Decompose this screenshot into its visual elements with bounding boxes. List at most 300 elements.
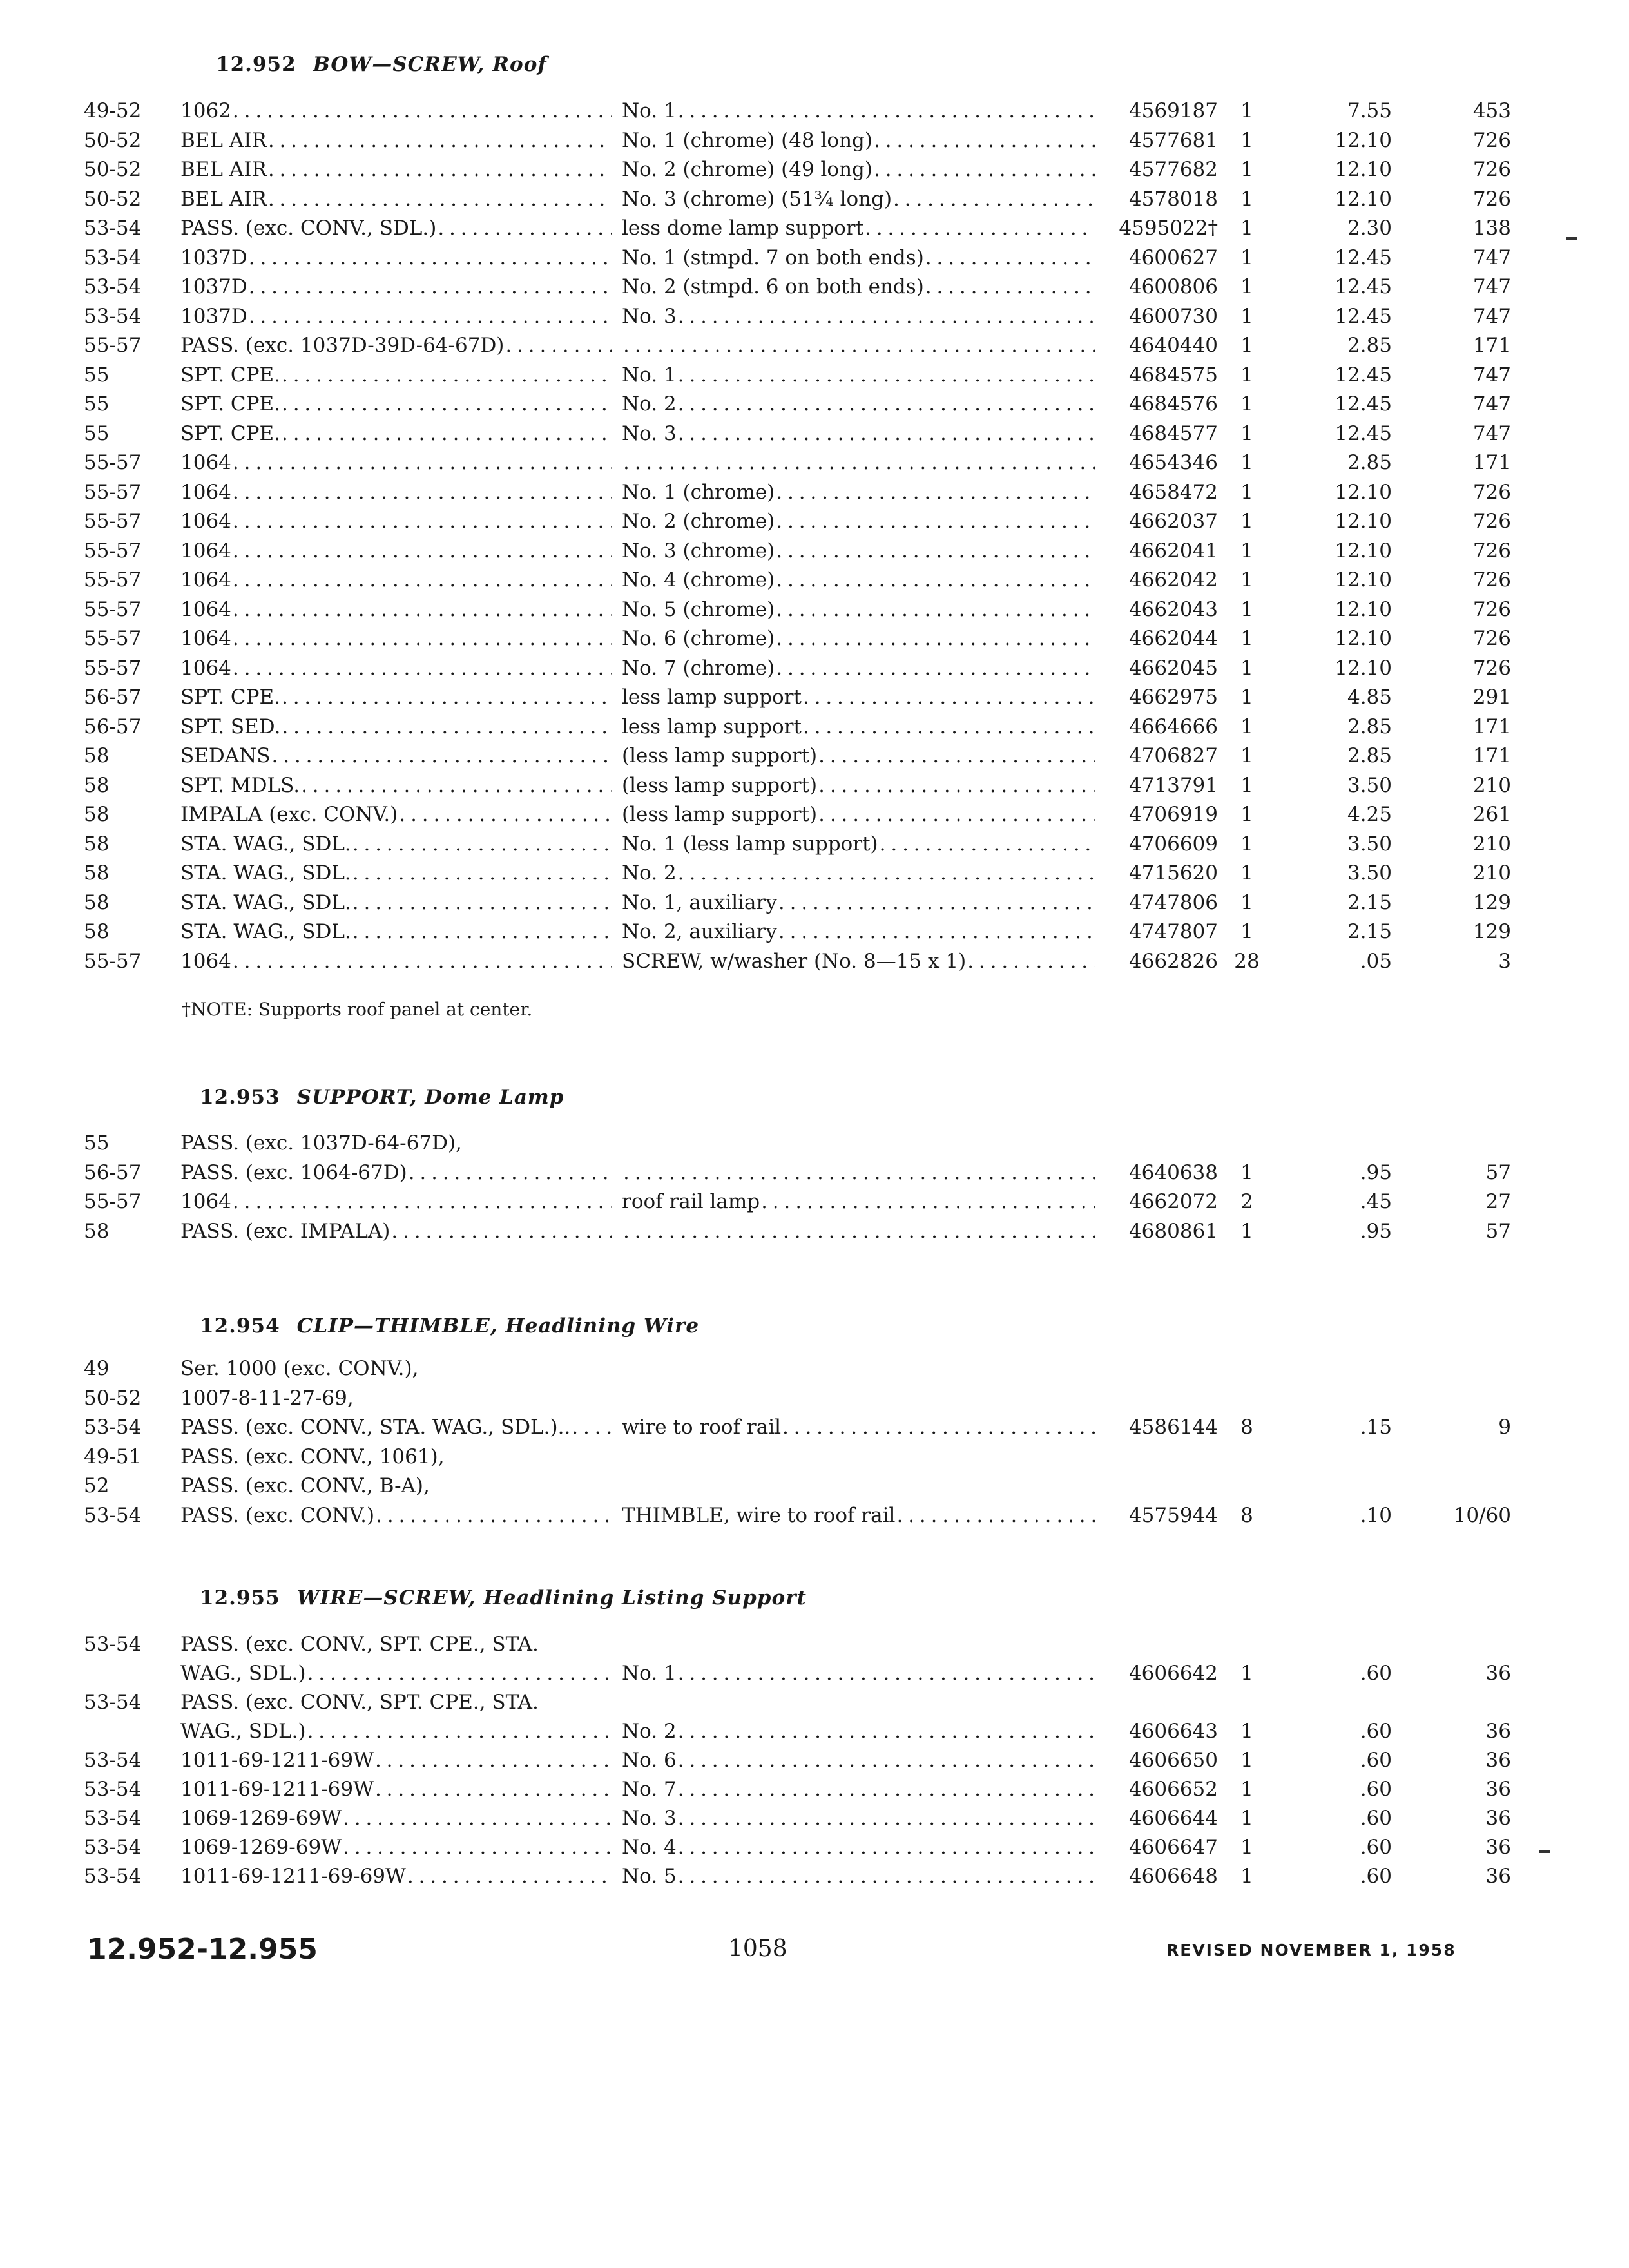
quantity-cell: 1	[1240, 1836, 1253, 1859]
description-cell: No. 1 (chrome) (48 long)	[622, 129, 872, 152]
model-cell: WAG., SDL.)	[180, 1720, 306, 1743]
dot-leader	[301, 771, 612, 800]
part-number-cell: 4706827	[1128, 744, 1218, 767]
model-cell: 1007-8-11-27-69,	[180, 1387, 354, 1410]
year-cell: 56-57	[84, 1161, 142, 1184]
part-number-cell: 4684575	[1128, 363, 1218, 387]
dot-leader	[233, 97, 612, 125]
quantity-cell	[1221, 1630, 1273, 1658]
weight-cell: 291	[1472, 686, 1511, 709]
weight-cell: 210	[1472, 774, 1511, 797]
year-cell: 49-52	[84, 99, 142, 122]
description-cell: No. 2, auxiliary	[622, 920, 777, 943]
quantity-cell: 1	[1240, 539, 1253, 562]
part-number-cell: 4600730	[1128, 305, 1218, 328]
model-cell: 1069-1269-69W	[180, 1836, 342, 1859]
description-cell: No. 3 (chrome) (51¾ long)	[622, 187, 892, 211]
model-cell: 1064	[180, 481, 231, 504]
model-cell: 1064	[180, 627, 231, 650]
model-cell: PASS. (exc. CONV., STA. WAG., SDL.)..	[180, 1416, 571, 1439]
year-cell: 53-54	[84, 1865, 142, 1888]
dot-leader	[268, 185, 612, 213]
dot-leader	[782, 1413, 1095, 1441]
part-number-cell: 4715620	[1128, 861, 1218, 885]
price-cell: 12.10	[1335, 158, 1392, 181]
model-cell: STA. WAG., SDL.	[180, 891, 351, 914]
table-row	[0, 624, 1629, 653]
dot-leader	[233, 654, 612, 682]
weight-cell	[1402, 1443, 1511, 1471]
part-number-cell	[1095, 1354, 1218, 1383]
price-cell: 12.45	[1335, 275, 1392, 298]
part-number-cell: 4569187	[1128, 99, 1218, 122]
year-cell: 53-54	[84, 1416, 142, 1439]
part-number-cell: 4606650	[1128, 1749, 1218, 1772]
description-cell: (less lamp support)	[622, 803, 818, 826]
model-cell: 1064	[180, 950, 231, 973]
price-cell	[1276, 1630, 1392, 1658]
dot-leader	[623, 448, 1095, 477]
description-cell: No. 1 (stmpd. 7 on both ends)	[622, 246, 924, 269]
table-row	[0, 1384, 1629, 1412]
quantity-cell: 1	[1240, 246, 1253, 269]
dot-leader	[803, 713, 1095, 741]
year-cell: 50-52	[84, 1387, 142, 1410]
section-heading	[200, 1586, 807, 1610]
part-number-cell: 4662044	[1128, 627, 1218, 650]
part-number-cell: 4654346	[1128, 451, 1218, 474]
dot-leader	[925, 244, 1095, 272]
part-number-cell	[1095, 1129, 1218, 1157]
dot-leader	[776, 507, 1095, 535]
quantity-cell: 1	[1240, 1220, 1253, 1243]
price-cell: .45	[1360, 1190, 1392, 1213]
weight-cell: 726	[1472, 158, 1511, 181]
weight-cell: 747	[1472, 363, 1511, 387]
quantity-cell: 1	[1240, 861, 1253, 885]
model-cell: 1064	[180, 451, 231, 474]
price-cell: 12.45	[1335, 305, 1392, 328]
part-number-cell	[1095, 1472, 1218, 1500]
dot-leader	[352, 889, 612, 917]
part-number-cell: 4706609	[1128, 832, 1218, 856]
description-cell: less lamp support	[622, 715, 802, 738]
model-cell: 1064	[180, 657, 231, 680]
quantity-cell: 1	[1240, 627, 1253, 650]
model-cell: PASS. (exc. CONV., SDL.)	[180, 216, 437, 240]
table-row	[0, 1746, 1629, 1774]
part-number-cell: 4606642	[1128, 1662, 1218, 1685]
year-cell: 58	[84, 1220, 110, 1243]
dot-leader	[678, 97, 1095, 125]
weight-cell: 36	[1485, 1865, 1511, 1888]
table-row	[0, 1688, 1629, 1716]
model-cell: SEDANS	[180, 744, 271, 767]
weight-cell	[1402, 1354, 1511, 1383]
part-number-cell: 4662043	[1128, 598, 1218, 621]
dot-leader	[678, 1862, 1095, 1890]
dot-leader	[776, 478, 1095, 506]
part-number-cell: 4664666	[1128, 715, 1218, 738]
weight-cell: 138	[1472, 216, 1511, 240]
price-cell: .60	[1360, 1720, 1392, 1743]
model-cell: PASS. (exc. 1037D-39D-64-67D)	[180, 334, 505, 357]
dot-leader	[874, 126, 1095, 155]
description-cell: No. 1	[622, 363, 677, 387]
table-row	[0, 654, 1629, 682]
year-cell: 55-57	[84, 950, 142, 973]
description-cell: (less lamp support)	[622, 774, 818, 797]
year-cell: 52	[84, 1474, 110, 1497]
quantity-cell	[1221, 1129, 1273, 1157]
quantity-cell: 1	[1240, 158, 1253, 181]
dot-leader	[865, 214, 1095, 242]
dot-leader	[233, 595, 612, 624]
dot-leader	[233, 478, 612, 506]
price-cell: 3.50	[1347, 861, 1392, 885]
price-cell: 2.85	[1347, 744, 1392, 767]
part-number-cell: 4662072	[1128, 1190, 1218, 1213]
year-cell: 53-54	[84, 1836, 142, 1859]
price-cell: .60	[1360, 1778, 1392, 1801]
table-row	[0, 244, 1629, 272]
price-cell: 12.10	[1335, 510, 1392, 533]
model-cell: 1011-69-1211-69W	[180, 1778, 374, 1801]
part-number-cell: 4662041	[1128, 539, 1218, 562]
year-cell: 53-54	[84, 305, 142, 328]
dot-leader	[896, 1501, 1095, 1530]
quantity-cell	[1221, 1384, 1273, 1412]
footer-page-number: 1058	[728, 1936, 787, 1962]
weight-cell	[1402, 1129, 1511, 1157]
description-cell: No. 2	[622, 1720, 677, 1743]
quantity-cell: 1	[1240, 803, 1253, 826]
dot-leader	[893, 185, 1095, 213]
year-cell: 50-52	[84, 158, 142, 181]
dot-leader	[967, 947, 1095, 975]
model-cell: 1037D	[180, 275, 247, 298]
part-number-cell: 4600627	[1128, 246, 1218, 269]
section-number: 12.952	[216, 53, 296, 76]
dot-leader	[282, 390, 612, 418]
dot-leader	[343, 1833, 612, 1861]
quantity-cell: 1	[1240, 422, 1253, 445]
year-cell	[84, 1717, 180, 1745]
model-cell: 1064	[180, 1190, 231, 1213]
description-cell: No. 2 (chrome)	[622, 510, 775, 533]
section-title: BOW—SCREW, Roof	[313, 53, 547, 76]
price-cell	[1276, 1472, 1392, 1500]
part-number-cell: 4577682	[1128, 158, 1218, 181]
quantity-cell: 1	[1240, 1749, 1253, 1772]
dot-leader	[818, 800, 1095, 829]
weight-cell: 726	[1472, 657, 1511, 680]
price-cell: 2.85	[1347, 334, 1392, 357]
section-heading	[200, 1086, 564, 1109]
model-cell: 1011-69-1211-69W	[180, 1749, 374, 1772]
table-row	[0, 214, 1629, 242]
dot-leader	[778, 918, 1095, 946]
quantity-cell	[1221, 1472, 1273, 1500]
model-cell: BEL AIR	[180, 187, 267, 211]
dot-leader	[761, 1187, 1095, 1216]
dot-leader	[343, 1804, 612, 1832]
price-cell: 12.10	[1335, 627, 1392, 650]
price-cell: .10	[1360, 1504, 1392, 1527]
year-cell: 53-54	[84, 1778, 142, 1801]
price-cell: .60	[1360, 1807, 1392, 1830]
quantity-cell: 1	[1240, 1778, 1253, 1801]
model-cell: 1037D	[180, 246, 247, 269]
part-number-cell: 4606648	[1128, 1865, 1218, 1888]
footer-section-range: 12.952-12.955	[87, 1933, 318, 1966]
section-title: WIRE—SCREW, Headlining Listing Support	[296, 1586, 807, 1610]
weight-cell: 36	[1485, 1836, 1511, 1859]
table-row	[0, 537, 1629, 565]
dot-leader	[282, 419, 612, 448]
dot-leader	[307, 1717, 612, 1745]
section-note: †NOTE: Supports roof panel at center.	[182, 999, 533, 1020]
table-row	[0, 1354, 1629, 1383]
weight-cell: 747	[1472, 422, 1511, 445]
year-cell: 53-54	[84, 275, 142, 298]
dot-leader	[409, 1158, 612, 1187]
quantity-cell: 1	[1240, 187, 1253, 211]
dot-leader	[925, 273, 1095, 301]
quantity-cell: 1	[1240, 1161, 1253, 1184]
description-cell: No. 7 (chrome)	[622, 657, 775, 680]
price-cell: .95	[1360, 1220, 1392, 1243]
weight-cell: 210	[1472, 861, 1511, 885]
price-cell	[1276, 1354, 1392, 1383]
quantity-cell: 1	[1240, 451, 1253, 474]
quantity-cell: 1	[1240, 568, 1253, 591]
description-cell: No. 2	[622, 392, 677, 416]
margin-mark	[1539, 1850, 1550, 1853]
table-row	[0, 1804, 1629, 1832]
weight-cell: 747	[1472, 392, 1511, 416]
table-row	[0, 1775, 1629, 1803]
dot-leader	[282, 683, 612, 711]
part-number-cell: 4662975	[1128, 686, 1218, 709]
description-cell: less dome lamp support	[622, 216, 864, 240]
table-row	[0, 126, 1629, 155]
dot-leader	[778, 889, 1095, 917]
part-number-cell: 4606647	[1128, 1836, 1218, 1859]
weight-cell: 747	[1472, 305, 1511, 328]
price-cell: 12.45	[1335, 392, 1392, 416]
model-cell: SPT. CPE.	[180, 392, 280, 416]
part-number-cell: 4680861	[1128, 1220, 1218, 1243]
part-number-cell: 4706919	[1128, 803, 1218, 826]
dot-leader	[505, 331, 612, 360]
year-cell: 58	[84, 832, 110, 856]
part-number-cell	[1095, 1384, 1218, 1412]
model-cell: STA. WAG., SDL.	[180, 832, 351, 856]
table-row	[0, 1659, 1629, 1687]
part-number-cell: 4747806	[1128, 891, 1218, 914]
description-cell: No. 5 (chrome)	[622, 598, 775, 621]
quantity-cell: 1	[1240, 715, 1253, 738]
description-cell: less lamp support	[622, 686, 802, 709]
description-cell: No. 1	[622, 1662, 677, 1685]
dot-leader	[352, 830, 612, 858]
model-cell: PASS. (exc. CONV., B-A),	[180, 1474, 430, 1497]
year-cell: 56-57	[84, 715, 142, 738]
dot-leader	[249, 302, 612, 331]
dot-leader	[678, 1717, 1095, 1745]
quantity-cell: 1	[1240, 99, 1253, 122]
year-cell: 55-57	[84, 334, 142, 357]
weight-cell: 36	[1485, 1662, 1511, 1685]
description-cell: No. 3	[622, 305, 677, 328]
part-number-cell: 4606644	[1128, 1807, 1218, 1830]
year-cell: 55-57	[84, 481, 142, 504]
quantity-cell: 1	[1240, 510, 1253, 533]
part-number-cell	[1095, 1630, 1218, 1658]
description-cell: No. 7	[622, 1778, 677, 1801]
dot-leader	[776, 654, 1095, 682]
quantity-cell: 1	[1240, 832, 1253, 856]
price-cell	[1276, 1443, 1392, 1471]
table-row	[0, 1717, 1629, 1745]
dot-leader	[818, 742, 1095, 770]
table-row	[0, 1158, 1629, 1187]
part-number-cell: 4747807	[1128, 920, 1218, 943]
quantity-cell: 1	[1240, 129, 1253, 152]
model-cell: 1011-69-1211-69-69W	[180, 1865, 406, 1888]
weight-cell: 57	[1485, 1220, 1511, 1243]
model-cell: WAG., SDL.)	[180, 1662, 306, 1685]
part-number-cell: 4713791	[1128, 774, 1218, 797]
model-cell: 1062	[180, 99, 231, 122]
quantity-cell: 1	[1240, 275, 1253, 298]
table-row	[0, 800, 1629, 829]
quantity-cell: 1	[1240, 774, 1253, 797]
quantity-cell: 1	[1240, 598, 1253, 621]
dot-leader	[678, 419, 1095, 448]
quantity-cell: 1	[1240, 305, 1253, 328]
model-cell: BEL AIR	[180, 158, 267, 181]
price-cell: 2.15	[1347, 891, 1392, 914]
year-cell: 55-57	[84, 568, 142, 591]
description-cell: SCREW, w/washer (No. 8—15 x 1)	[622, 950, 967, 973]
year-cell: 53-54	[84, 246, 142, 269]
year-cell: 53-54	[84, 1749, 142, 1772]
table-row	[0, 507, 1629, 535]
quantity-cell: 1	[1240, 1720, 1253, 1743]
table-row	[0, 1187, 1629, 1216]
price-cell: .15	[1360, 1416, 1392, 1439]
year-cell: 55-57	[84, 1190, 142, 1213]
description-cell: No. 1, auxiliary	[622, 891, 777, 914]
quantity-cell: 2	[1240, 1190, 1253, 1213]
quantity-cell: 1	[1240, 363, 1253, 387]
dot-leader	[678, 390, 1095, 418]
model-cell: PASS. (exc. CONV., SPT. CPE., STA.	[180, 1633, 539, 1656]
price-cell	[1276, 1129, 1392, 1157]
model-cell: PASS. (exc. CONV., SPT. CPE., STA.	[180, 1691, 539, 1714]
footer-revision: REVISED NOVEMBER 1, 1958	[1166, 1941, 1456, 1959]
table-row	[0, 713, 1629, 741]
model-cell: SPT. CPE.	[180, 422, 280, 445]
part-number-cell: 4684576	[1128, 392, 1218, 416]
price-cell: 12.10	[1335, 481, 1392, 504]
part-number-cell: 4595022†	[1119, 216, 1218, 240]
table-row	[0, 1217, 1629, 1245]
year-cell: 50-52	[84, 129, 142, 152]
dot-leader	[399, 800, 612, 829]
model-cell: PASS. (exc. CONV., 1061),	[180, 1445, 445, 1468]
part-number-cell	[1095, 1443, 1218, 1471]
part-number-cell: 4640440	[1128, 334, 1218, 357]
dot-leader	[678, 859, 1095, 887]
weight-cell	[1402, 1384, 1511, 1412]
weight-cell: 726	[1472, 598, 1511, 621]
model-cell: SPT. CPE.	[180, 686, 280, 709]
dot-leader	[352, 918, 612, 946]
price-cell: 12.10	[1335, 598, 1392, 621]
table-row	[0, 566, 1629, 594]
dot-leader	[623, 1217, 1095, 1245]
dot-leader	[678, 1775, 1095, 1803]
table-row	[0, 1129, 1629, 1157]
dot-leader	[776, 595, 1095, 624]
weight-cell: 171	[1472, 451, 1511, 474]
year-cell: 55-57	[84, 657, 142, 680]
dot-leader	[282, 361, 612, 389]
model-cell: SPT. SED.	[180, 715, 281, 738]
dot-leader	[803, 683, 1095, 711]
weight-cell: 726	[1472, 481, 1511, 504]
table-row	[0, 97, 1629, 125]
dot-leader	[623, 331, 1095, 360]
weight-cell: 171	[1472, 334, 1511, 357]
dot-leader	[678, 1746, 1095, 1774]
price-cell: .60	[1360, 1836, 1392, 1859]
part-number-cell: 4586144	[1128, 1416, 1218, 1439]
part-number-cell: 4640638	[1128, 1161, 1218, 1184]
dot-leader	[233, 566, 612, 594]
dot-leader	[678, 361, 1095, 389]
price-cell: 4.25	[1347, 803, 1392, 826]
year-cell: 50-52	[84, 187, 142, 211]
weight-cell: 726	[1472, 539, 1511, 562]
price-cell: 7.55	[1347, 99, 1392, 122]
dot-leader	[391, 1217, 612, 1245]
weight-cell: 36	[1485, 1778, 1511, 1801]
table-row	[0, 1443, 1629, 1471]
dot-leader	[282, 713, 612, 741]
price-cell: 12.45	[1335, 422, 1392, 445]
weight-cell	[1402, 1688, 1511, 1716]
dot-leader	[233, 947, 612, 975]
margin-mark	[1566, 237, 1577, 240]
section-title: CLIP—THIMBLE, Headlining Wire	[296, 1314, 700, 1338]
price-cell: .60	[1360, 1749, 1392, 1772]
quantity-cell: 8	[1240, 1416, 1253, 1439]
dot-leader	[233, 507, 612, 535]
year-cell: 58	[84, 920, 110, 943]
year-cell: 55	[84, 422, 110, 445]
quantity-cell: 1	[1240, 744, 1253, 767]
price-cell: 12.45	[1335, 363, 1392, 387]
table-row	[0, 390, 1629, 418]
price-cell	[1276, 1384, 1392, 1412]
dot-leader	[268, 155, 612, 184]
table-row	[0, 331, 1629, 360]
description-cell: No. 4 (chrome)	[622, 568, 775, 591]
